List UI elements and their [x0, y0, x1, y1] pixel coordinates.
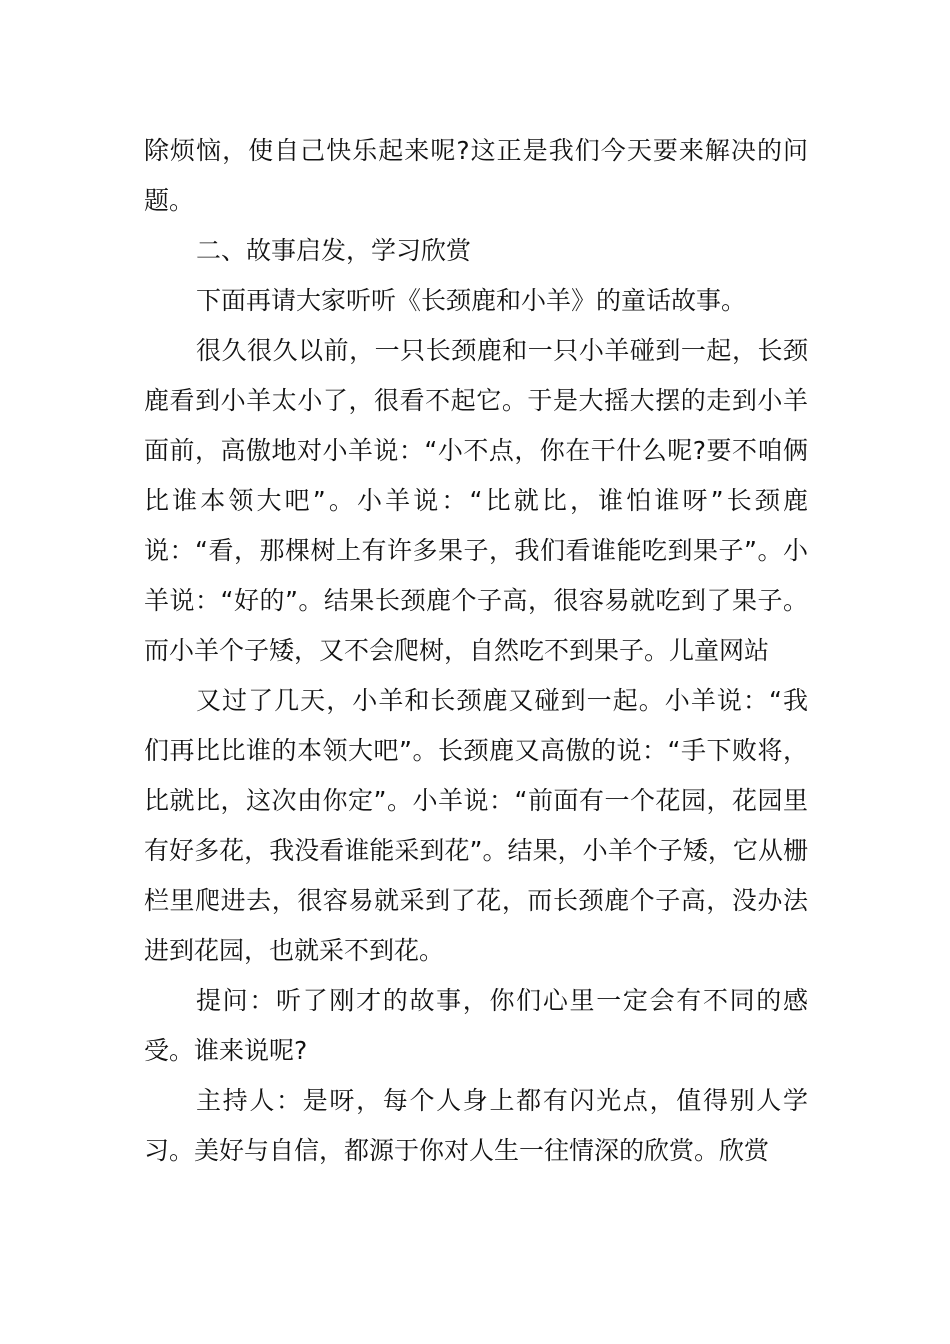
document-body — [144, 126, 808, 1176]
paragraph-story-intro: 下面再请大家听听《长颈鹿和小羊》的童话故事。 — [196, 286, 747, 315]
paragraph-question: 提问：听了刚才的故事，你们心里一定会有不同的感受。谁来说呢? — [144, 986, 808, 1065]
paragraph-continuation: 除烦恼，使自己快乐起来呢?这正是我们今天要来解决的问题。 — [144, 136, 808, 215]
paragraph-host: 主持人：是呀，每个人身上都有闪光点，值得别人学习。美好与自信，都源于你对人生一往情深的欣赏。欣赏 — [144, 1086, 808, 1165]
paragraph-story-part-1: 很久很久以前，一只长颈鹿和一只小羊碰到一起，长颈鹿看到小羊太小了，很看不起它。于是大摇大摆的走到小羊面前，高傲地对小羊说：“小不点，你在干什么呢?要不咱俩比谁本领大吧”。小羊说：“比就比，谁怕谁呀”长颈鹿说：“看，那棵树上有许多果子，我们看谁能吃到果子”。小羊说：“好的”。结果长颈鹿个子高，很容易就吃到了果子。而小羊个子矮，又不会爬树，自然吃不到果子。儿童网站 — [144, 336, 808, 665]
section-heading: 二、故事启发，学习欣赏 — [196, 236, 472, 265]
paragraph-story-part-2: 又过了几天，小羊和长颈鹿又碰到一起。小羊说：“我们再比比谁的本领大吧”。长颈鹿又高傲的说：“手下败将，比就比，这次由你定”。小羊说：“前面有一个花园，花园里有好多花，我没看谁能采到花”。结果，小羊个子矮，它从栅栏里爬进去，很容易就采到了花，而长颈鹿个子高，没办法进到花园，也就采不到花。 — [144, 686, 808, 965]
